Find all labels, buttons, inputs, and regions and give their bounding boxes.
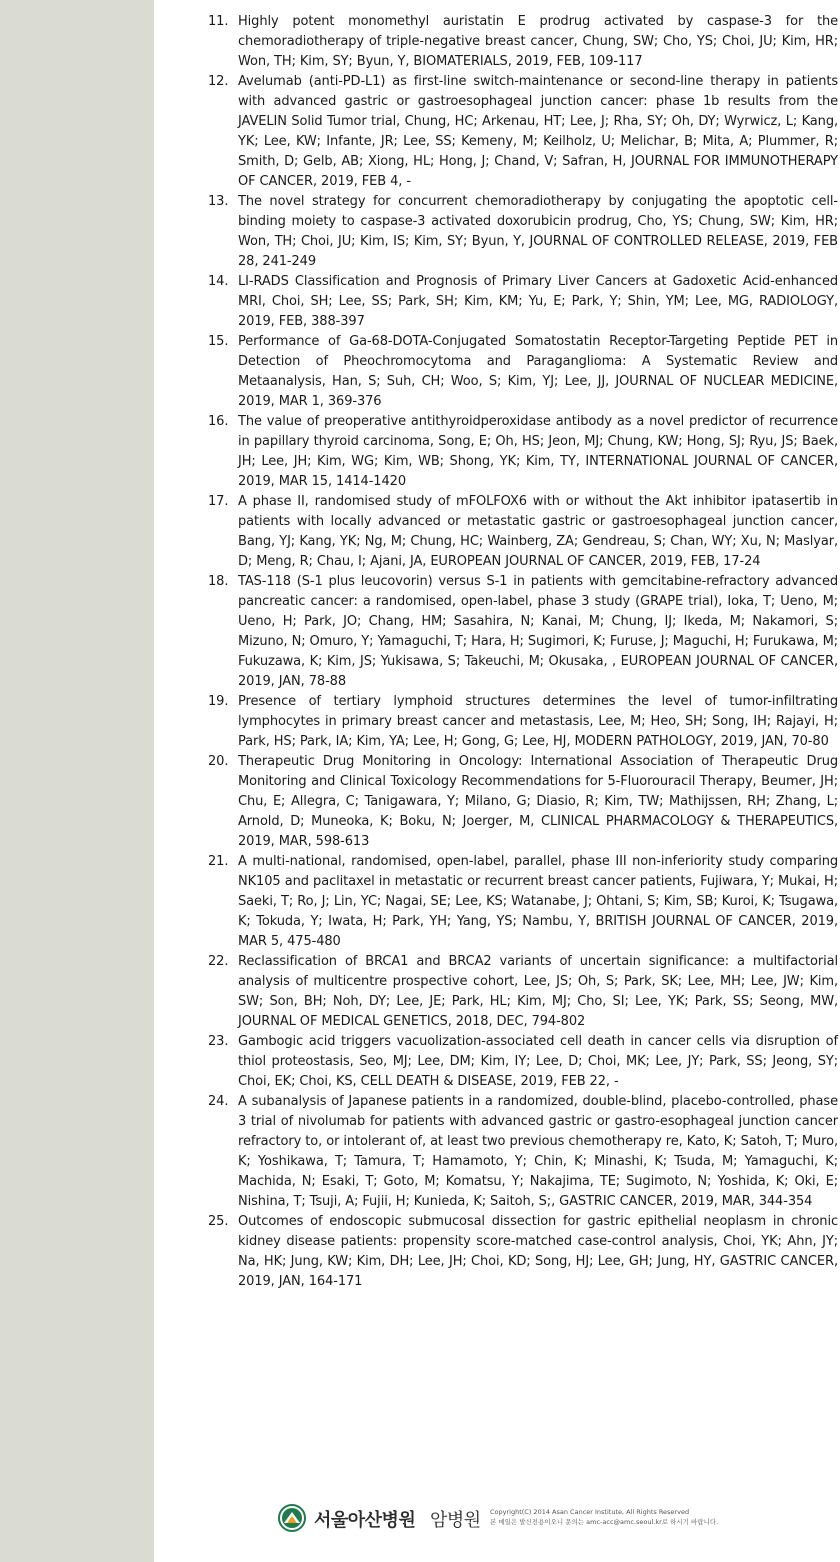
contact-line: 본 메일은 발신전용이오니 문의는 amc-acc@amc.seoul.kr로 하시기 바랍니다. [490, 1518, 719, 1526]
reference-text: Highly potent monomethyl auristatin E prodrug activated by caspase-3 for the chemoradiotherapy of triple-negative breast cancer, Chung, SW; Cho, YS; Choi, JU; Kim, HR; Won, TH; Kim, SY; Byun, Y, BIOMATERIALS, 2019, FEB, 109-117 [238, 14, 838, 69]
reference-item [208, 332, 838, 412]
reference-number: 22. [208, 954, 229, 969]
reference-text: A multi-national, randomised, open-label, parallel, phase III non-inferiority study comparing NK105 and paclitaxel in metastatic or recurrent breast cancer patients, Fujiwara, Y; Mukai, H; Saeki, T; Ro, J; Lin, YC; Nagai, SE; Lee, KS; Watanabe, J; Ohtani, S; Kim, SB; Kuroi, K; Tsugawa, K; Tokuda, Y; Iwata, H; Park, YH; Yang, YS; Nambu, Y, BRITISH JOURNAL OF CANCER, 2019, MAR 5, 475-480 [238, 854, 838, 949]
reference-item [208, 192, 838, 272]
copyright-line: Copyright(C) 2014 Asan Cancer Institute, All Rights Reserved [490, 1508, 690, 1516]
reference-text: Performance of Ga-68-DOTA-Conjugated Somatostatin Receptor-Targeting Peptide PET in Detection of Pheochromocytoma and Paraganglioma: A Systematic Review and Metaanalysis, Han, S; Suh, CH; Woo, S; Kim, YJ; Lee, JJ, JOURNAL OF NUCLEAR MEDICINE, 2019, MAR 1, 369-376 [238, 334, 838, 409]
reference-text: LI-RADS Classification and Prognosis of Primary Liver Cancers at Gadoxetic Acid-enhanced MRI, Choi, SH; Lee, SS; Park, SH; Kim, KM; Yu, E; Park, Y; Shin, YM; Lee, MG, RADIOLOGY, 2019, FEB, 388-397 [238, 274, 838, 329]
reference-item [208, 572, 838, 692]
reference-number: 20. [208, 754, 229, 769]
reference-text: The value of preoperative antithyroidperoxidase antibody as a novel predictor of recurrence in papillary thyroid carcinoma, Song, E; Oh, HS; Jeon, MJ; Chung, KW; Hong, SJ; Ryu, JS; Baek, JH; Lee, JH; Kim, WG; Kim, WB; Shong, YK; Kim, TY, INTERNATIONAL JOURNAL OF CANCER, 2019, MAR 15, 1414-1420 [238, 414, 838, 489]
reference-text: Presence of tertiary lymphoid structures determines the level of tumor-infiltrating lymphocytes in primary breast cancer and metastasis, Lee, M; Heo, SH; Song, IH; Rajayi, H; Park, HS; Park, IA; Kim, YA; Lee, H; Gong, G; Lee, HJ, MODERN PATHOLOGY, 2019, JAN, 70-80 [238, 694, 838, 749]
reference-item [208, 12, 838, 72]
left-margin-bar [0, 0, 154, 1562]
hospital-logo-icon [278, 1504, 306, 1532]
reference-item [208, 412, 838, 492]
reference-number: 14. [208, 274, 229, 289]
reference-text: TAS-118 (S-1 plus leucovorin) versus S-1 in patients with gemcitabine-refractory advanced pancreatic cancer: a randomised, open-label, phase 3 study (GRAPE trial), Ioka, T; Ueno, M; Ueno, H; Park, JO; Chang, HM; Sasahira, N; Kanai, M; Chung, IJ; Ikeda, M; Nakamori, S; Mizuno, N; Omuro, Y; Yamaguchi, T; Hara, H; Sugimori, K; Furuse, J; Maguchi, H; Furukawa, M; Fukuzawa, K; Kim, JS; Yukisawa, S; Takeuchi, M; Okusaka, , EUROPEAN JOURNAL OF CANCER, 2019, JAN, 78-88 [238, 574, 838, 689]
org-sub: 암병원 [430, 1510, 481, 1531]
reference-item [208, 692, 838, 752]
footer [278, 1500, 838, 1540]
reference-item [208, 852, 838, 952]
reference-text: Gambogic acid triggers vacuolization-associated cell death in cancer cells via disruption of thiol proteostasis, Seo, MJ; Lee, DM; Kim, IY; Lee, D; Choi, MK; Lee, JY; Park, SS; Jeong, SY; Choi, EK; Choi, KS, CELL DEATH & DISEASE, 2019, FEB 22, - [238, 1034, 838, 1089]
reference-text: Outcomes of endoscopic submucosal dissection for gastric epithelial neoplasm in chronic kidney disease patients: propensity score-matched case-control analysis, Choi, YK; Ahn, JY; Na, HK; Jung, KW; Kim, DH; Lee, JH; Choi, KD; Song, HJ; Lee, GH; Jung, HY, GASTRIC CANCER, 2019, JAN, 164-171 [238, 1214, 838, 1289]
reference-text: Therapeutic Drug Monitoring in Oncology: International Association of Therapeutic Drug Monitoring and Clinical Toxicology Recommendations for 5-Fluorouracil Therapy, Beumer, JH; Chu, E; Allegra, C; Tanigawara, Y; Milano, G; Diasio, R; Kim, TW; Mathijssen, RH; Zhang, L; Arnold, D; Muneoka, K; Boku, N; Joerger, M, CLINICAL PHARMACOLOGY & THERAPEUTICS, 2019, MAR, 598-613 [238, 754, 838, 849]
reference-text: Avelumab (anti-PD-L1) as first-line switch-maintenance or second-line therapy in patients with advanced gastric or gastroesophageal junction cancer: phase 1b results from the JAVELIN Solid Tumor trial, Chung, HC; Arkenau, HT; Lee, J; Rha, SY; Oh, DY; Wyrwicz, L; Kang, YK; Lee, KW; Infante, JR; Lee, SS; Kemeny, M; Keilholz, U; Melichar, B; Mita, A; Plummer, R; Smith, D; Gelb, AB; Xiong, HL; Hong, J; Chand, V; Safran, H, JOURNAL FOR IMMUNOTHERAPY OF CANCER, 2019, FEB 4, - [238, 74, 838, 189]
reference-item [208, 1212, 838, 1292]
org-name: 서울아산병원 [314, 1510, 416, 1531]
reference-text: Reclassification of BRCA1 and BRCA2 variants of uncertain significance: a multifactorial analysis of multicentre prospective cohort, Lee, JS; Oh, S; Park, SK; Lee, MH; Lee, JW; Kim, SW; Son, BH; Noh, DY; Lee, JE; Park, HL; Kim, MJ; Cho, SI; Lee, YK; Park, SS; Seong, MW, JOURNAL OF MEDICAL GENETICS, 2018, DEC, 794-802 [238, 954, 838, 1029]
reference-text: A subanalysis of Japanese patients in a randomized, double-blind, placebo-controlled, phase 3 trial of nivolumab for patients with advanced gastric or gastro-esophageal junction cancer refractory to, or intolerant of, at least two previous chemotherapy re, Kato, K; Satoh, T; Muro, K; Yoshikawa, T; Tamura, T; Hamamoto, Y; Chin, K; Minashi, K; Tsuda, M; Yamaguchi, K; Machida, N; Esaki, T; Goto, M; Komatsu, Y; Nakajima, TE; Sugimoto, N; Yoshida, K; Oki, E; Nishina, T; Tsuji, A; Fujii, H; Kunieda, K; Saitoh, S;, GASTRIC CANCER, 2019, MAR, 344-354 [238, 1094, 838, 1209]
reference-text: A phase II, randomised study of mFOLFOX6 with or without the Akt inhibitor ipatasertib in patients with locally advanced or metastatic gastric or gastroesophageal junction cancer, Bang, YJ; Kang, YK; Ng, M; Chung, HC; Wainberg, ZA; Gendreau, S; Chan, WY; Xu, N; Maslyar, D; Meng, R; Chau, I; Ajani, JA, EUROPEAN JOURNAL OF CANCER, 2019, FEB, 17-24 [238, 494, 838, 569]
reference-text: The novel strategy for concurrent chemoradiotherapy by conjugating the apoptotic cell-binding moiety to caspase-3 activated doxorubicin prodrug, Cho, YS; Chung, SW; Kim, HR; Won, TH; Choi, JU; Kim, IS; Kim, SY; Byun, Y, JOURNAL OF CONTROLLED RELEASE, 2019, FEB 28, 241-249 [238, 194, 838, 269]
reference-item [208, 1032, 838, 1092]
reference-number: 13. [208, 194, 229, 209]
reference-list [208, 12, 838, 1292]
reference-number: 21. [208, 854, 229, 869]
reference-number: 16. [208, 414, 229, 429]
reference-number: 18. [208, 574, 229, 589]
reference-item [208, 272, 838, 332]
reference-number: 17. [208, 494, 229, 509]
copyright-text [490, 1507, 718, 1527]
reference-number: 12. [208, 74, 229, 89]
reference-number: 19. [208, 694, 229, 709]
reference-item [208, 752, 838, 852]
reference-item [208, 952, 838, 1032]
reference-number: 23. [208, 1034, 229, 1049]
document-content [154, 0, 840, 1562]
reference-item [208, 492, 838, 572]
reference-number: 15. [208, 334, 229, 349]
reference-item [208, 1092, 838, 1212]
reference-number: 11. [208, 14, 229, 29]
reference-item [208, 72, 838, 192]
reference-number: 24. [208, 1094, 229, 1109]
reference-number: 25. [208, 1214, 229, 1229]
